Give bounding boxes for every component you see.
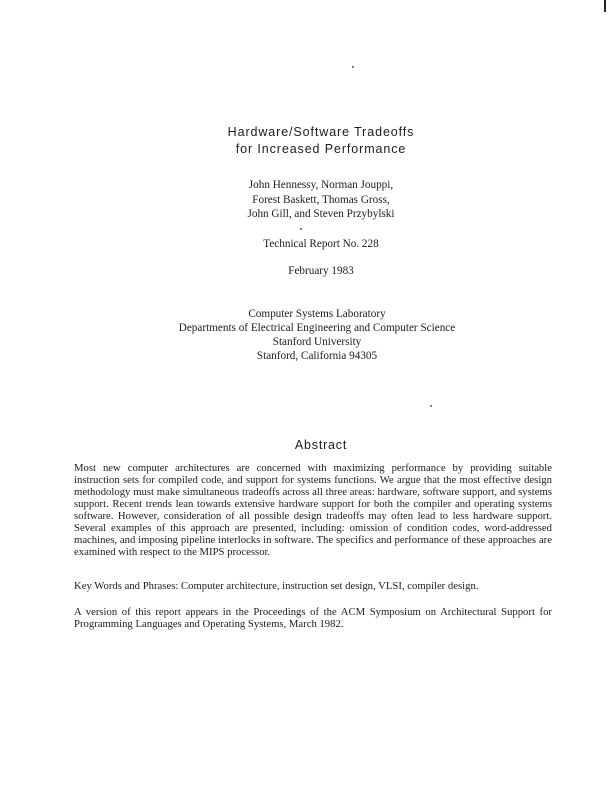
affiliation-block xyxy=(0,307,612,363)
affiliation-line-4: Stanford, California 94305 xyxy=(256,350,378,362)
affiliation-line-1: Computer Systems Laboratory xyxy=(248,308,386,320)
scan-speck xyxy=(352,66,354,68)
affiliation-line-2: Departments of Electrical Engineering and Computer Science xyxy=(178,322,456,334)
report-number xyxy=(0,237,612,251)
scan-speck xyxy=(300,228,302,230)
abstract-paragraph: Most new computer architectures are concerned with maximizing performance by providing suitable instruction sets for compiled code, and support for systems functions. We argue that the most effective design methodology must make simultaneous tradeoffs across all three areas: hardware, software support, and systems support. Recent trends lean towards extensive hardware support for both the compiler and operating systems software. However, consideration of all possible design tradeoffs may often lead to less hardware support. Several examples of this approach are presented, including: omission of condition codes, word-addressed machines, and imposing pipeline interlocks in software. The specifics and performance of these approaches are examined with respect to the MIPS processor. xyxy=(74,462,552,558)
report-number-text: Technical Report No. 228 xyxy=(263,238,379,250)
author-line-2: Forest Baskett, Thomas Gross, xyxy=(252,193,390,206)
publication-date xyxy=(0,264,612,278)
abstract-heading-text: Abstract xyxy=(294,438,348,452)
abstract-heading xyxy=(0,438,612,452)
scan-speck xyxy=(430,405,432,407)
title-line-1: Hardware/Software Tradeoffs xyxy=(227,125,415,139)
scan-edge-mark xyxy=(604,0,606,12)
author-line-3: John Gill, and Steven Przybylski xyxy=(247,208,395,220)
keywords-paragraph: Key Words and Phrases: Computer architecture, instruction set design, VLSI, compiler design. xyxy=(74,580,479,592)
author-line-1: John Hennessy, Norman Jouppi, xyxy=(248,179,394,191)
author-list xyxy=(0,178,612,222)
publication-date-text: February 1983 xyxy=(288,265,354,277)
publication-note: A version of this report appears in the Proceedings of the ACM Symposium on Architectural Support for Programming Languages and Operating Systems, March 1982. xyxy=(74,606,552,630)
title-line-2: for Increased Performance xyxy=(235,142,407,156)
paper-title xyxy=(0,124,612,158)
affiliation-line-3: Stanford University xyxy=(272,336,362,348)
